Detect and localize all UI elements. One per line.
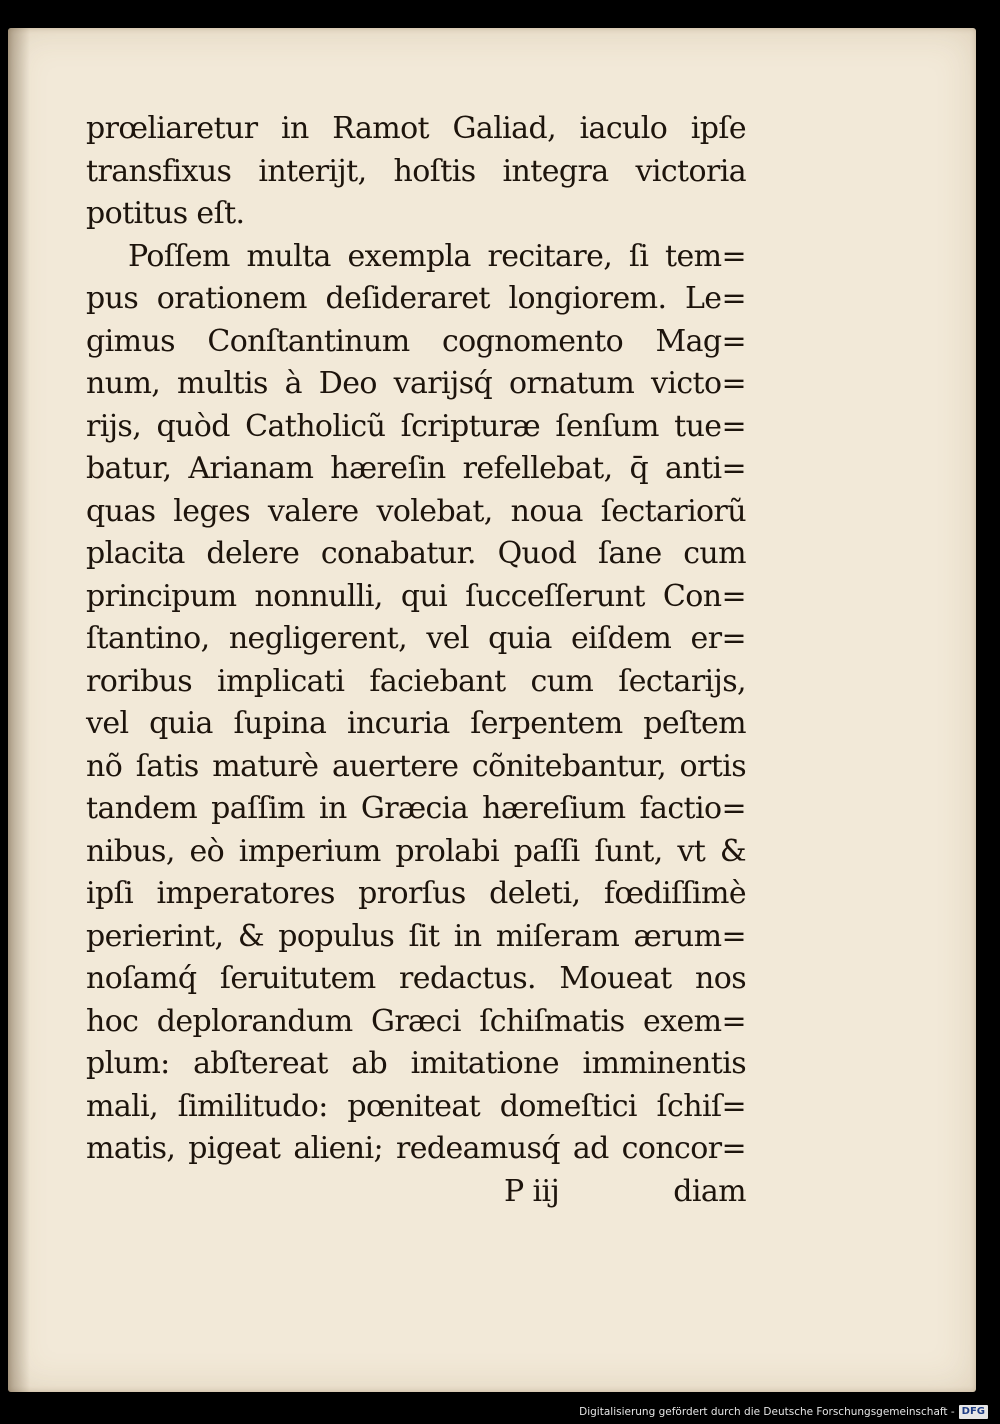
book-page bbox=[8, 28, 976, 1392]
page-gutter-shadow bbox=[8, 28, 30, 1392]
text-line: mali, ſimilitudo: pœniteat domeſtici ſchiſ= bbox=[86, 1088, 746, 1124]
text-line: nõ ſatis maturè auertere cõnitebantur, ortis bbox=[86, 748, 746, 784]
text-line: noſamq́ ſeruitutem redactus. Moueat nos bbox=[86, 961, 746, 996]
dfg-logo: DFG bbox=[959, 1405, 988, 1419]
text-line: prœliaretur in Ramot Galiad, iaculo ipſe bbox=[86, 111, 746, 146]
funding-credit: Digitalisierung gefördert durch die Deutsche Forschungsgemeinschaft - bbox=[579, 1406, 955, 1418]
signature-mark: P iij bbox=[504, 1173, 560, 1209]
text-line: plum: abſtereat ab imitatione imminentis bbox=[86, 1046, 746, 1081]
catchword: diam bbox=[673, 1173, 746, 1209]
text-line: ipſi imperatores prorſus deleti, fœdiſſimè bbox=[86, 876, 746, 911]
text-line: principum nonnulli, qui ſucceſſerunt Con= bbox=[86, 578, 746, 614]
text-line: potitus eſt. bbox=[86, 196, 245, 231]
text-line: tandem paſſim in Græcia hæreſium factio= bbox=[86, 791, 746, 826]
text-line: batur, Arianam hæreſin refellebat, q̄ anti= bbox=[86, 451, 746, 486]
text-line: placita delere conabatur. Quod ſane cum bbox=[86, 536, 746, 571]
text-line: pus orationem deſideraret longiorem. Le= bbox=[86, 281, 746, 316]
signature-line bbox=[86, 1171, 746, 1214]
text-line: gimus Conſtantinum cognomento Mag= bbox=[86, 323, 746, 359]
digitization-footer bbox=[579, 1402, 988, 1422]
text-line: roribus implicati faciebant cum ſectarijs, bbox=[86, 663, 746, 699]
text-line: hoc deplorandum Græci ſchiſmatis exem= bbox=[86, 1003, 746, 1039]
text-line: transfixus interijt, hoſtis integra victoria bbox=[86, 153, 746, 189]
text-line: rijs, quòd Catholicũ ſcripturæ ſenſum tue= bbox=[86, 408, 746, 444]
text-line: nibus, eò imperium prolabi paſſi ſunt, vt & bbox=[86, 833, 746, 869]
text-line: quas leges valere volebat, noua ſectariorũ bbox=[86, 493, 746, 529]
text-line: ſtantino, negligerent, vel quia eiſdem er= bbox=[86, 621, 746, 656]
text-line: perierint, & populus ſit in miſeram ærum= bbox=[86, 918, 746, 954]
text-line: matis, pigeat alieni; redeamusq́ ad concor= bbox=[86, 1131, 746, 1166]
page-text-block bbox=[86, 108, 746, 1213]
text-line: num, multis à Deo varijsq́ ornatum victo= bbox=[86, 366, 746, 401]
text-line: vel quia ſupina incuria ſerpentem peſtem bbox=[86, 706, 746, 741]
text-line: Poſſem multa exempla recitare, ſi tem= bbox=[128, 238, 746, 274]
